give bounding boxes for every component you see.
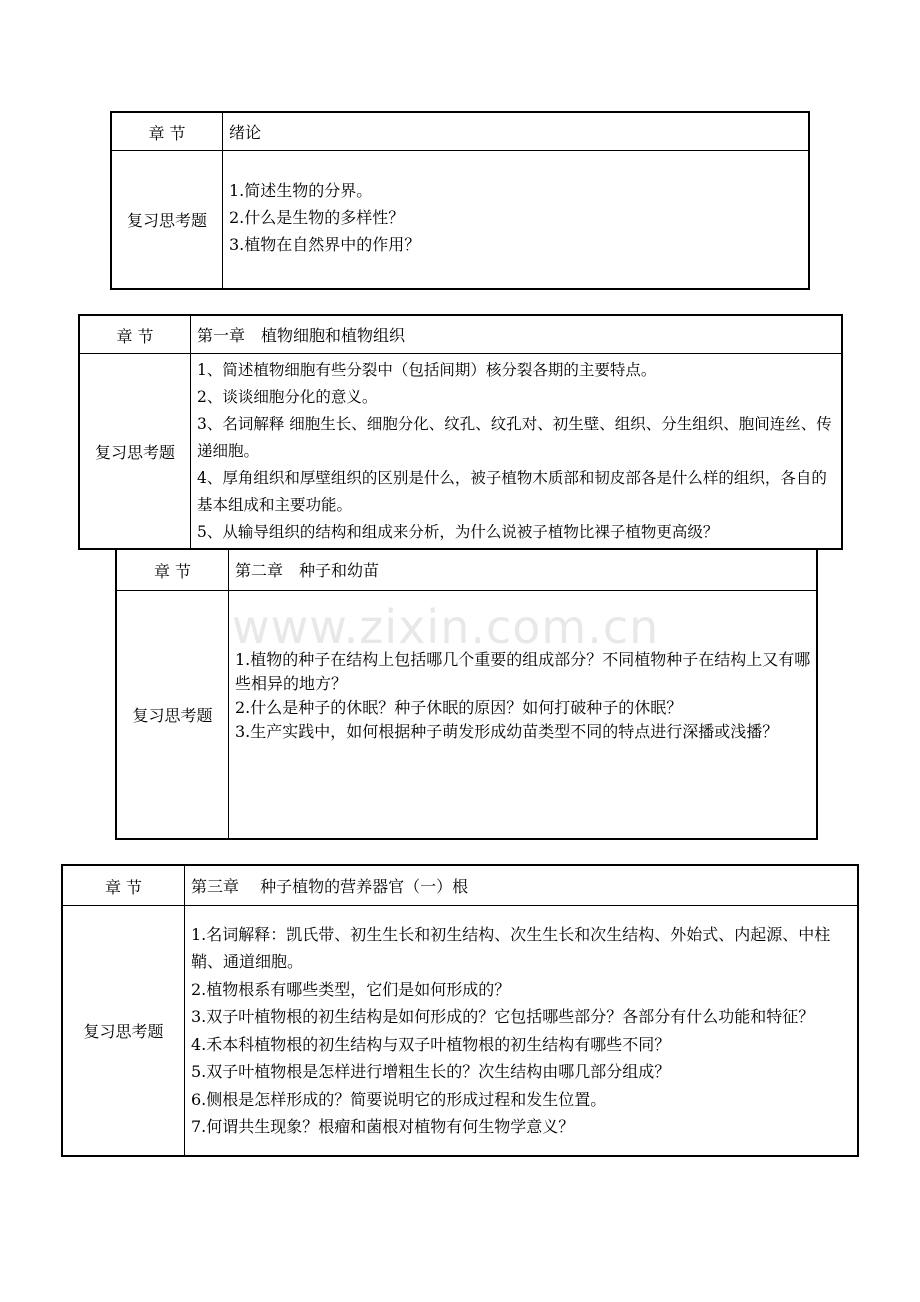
list-item: 4.禾本科植物根的初生结构与双子叶植物根的初生结构有哪些不同？ xyxy=(191,1034,671,1054)
questions-list xyxy=(223,151,808,288)
questions-list xyxy=(191,354,841,548)
list-item: 3.双子叶植物根的初生结构是如何形成的？它包括哪些部分？各部分有什么功能和特征？ xyxy=(191,1007,815,1026)
chapter-table-3 xyxy=(61,864,859,1157)
list-item: 1.简述生物的分界。 xyxy=(229,181,373,200)
watermark: www.zixin.com.cn xyxy=(232,600,660,654)
questions-label: 复习思考题 xyxy=(132,706,213,725)
list-item: 4、厚角组织和厚壁组织的区别是什么，被子植物木质部和韧皮部各是什么样的组织，各自的基本组成和主要功能。 xyxy=(197,468,827,514)
list-item: 6.侧根是怎样形成的？简要说明它的形成过程和发生位置。 xyxy=(191,1089,607,1109)
chapter-title: 第一章 植物细胞和植物组织 xyxy=(197,325,406,345)
list-item: 5、从输导组织的结构和组成来分析，为什么说被子植物比裸子植物更高级？ xyxy=(197,522,719,541)
chapter-label: 章 节 xyxy=(116,326,154,346)
list-item: 1.植物的种子在结构上包括哪几个重要的组成部分？不同植物种子在结构上又有哪些相异的地方？ xyxy=(235,650,811,693)
list-item: 5.双子叶植物根是怎样进行增粗生长的？次生结构由哪几部分组成？ xyxy=(191,1062,671,1081)
list-item: 7.何谓共生现象？根瘤和菌根对植物有何生物学意义？ xyxy=(191,1117,575,1136)
chapter-label: 章 节 xyxy=(153,562,192,581)
list-item: 2.什么是生物的多样性？ xyxy=(229,208,405,227)
chapter-title: 绪论 xyxy=(229,122,262,142)
questions-label: 复习思考题 xyxy=(83,1022,164,1041)
chapter-title: 第三章 种子植物的营养器官（一）根 xyxy=(191,876,469,896)
list-item: 1、简述植物细胞有些分裂中（包括间期）核分裂各期的主要特点。 xyxy=(197,360,657,379)
list-item: 3、名词解释 细胞生长、细胞分化、纹孔、纹孔对、初生壁、组织、分生组织、胞间连丝、传递细胞。 xyxy=(197,414,832,460)
chapter-table-2 xyxy=(115,548,818,840)
questions-list xyxy=(229,591,816,838)
list-item: 1.名词解释：凯氏带、初生生长和初生结构、次生生长和次生结构、外始式、内起源、中柱鞘、通道细胞。 xyxy=(191,924,831,971)
questions-label: 复习思考题 xyxy=(94,442,175,462)
chapter-table-intro xyxy=(110,111,810,290)
chapter-label: 章 节 xyxy=(148,123,186,143)
chapter-table-1 xyxy=(78,314,843,550)
list-item: 2、谈谈细胞分化的意义。 xyxy=(197,387,378,406)
list-item: 3.生产实践中，如何根据种子萌发形成幼苗类型不同的特点进行深播或浅播？ xyxy=(235,722,779,741)
questions-label: 复习思考题 xyxy=(126,211,207,230)
chapter-label: 章 节 xyxy=(104,877,143,897)
list-item: 2.植物根系有哪些类型，它们是如何形成的？ xyxy=(191,979,511,999)
chapter-title: 第二章 种子和幼苗 xyxy=(235,561,380,580)
questions-list xyxy=(185,906,857,1155)
list-item: 2.什么是种子的休眠？种子休眠的原因？如何打破种子的休眠？ xyxy=(235,698,683,717)
list-item: 3.植物在自然界中的作用？ xyxy=(229,235,421,254)
